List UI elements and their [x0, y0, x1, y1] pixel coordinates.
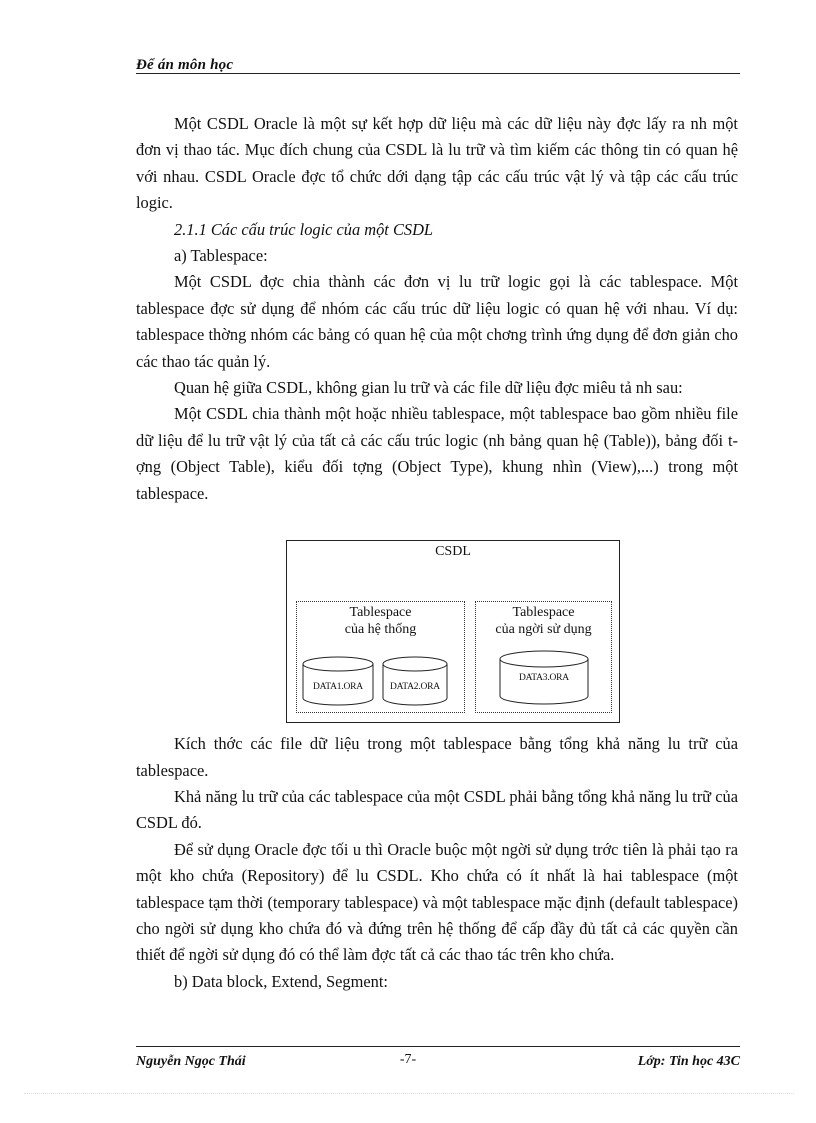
- tablespace-label-line: Tablespace: [349, 605, 412, 620]
- system-tablespace-box: [296, 601, 465, 713]
- paragraph: Để sử dụng Oracle đợc tối u thì Oracle buộc một ngời sử dụng trớc tiên là phải tạo ra một kho chứa (Repository) để lu CSDL. Kho chứa có ít nhất là hai tablespace (một tablespace tạm thời (temporary tablespace) và một tablespace mặc định (default tablespace) cho ngời sử dụng kho chứa đó và đứng trên hệ thống để cấp đầy đủ tất cả các quyền cần thiết để ngời sử dụng đó có thể làm đợc tất cả các thao tác trên kho chứa.: [136, 839, 738, 965]
- paragraph: Một CSDL đợc chia thành các đơn vị lu trữ logic gọi là các tablespace. Một tablespace đợc sử dụng để nhóm các cấu trúc dữ liệu logic có quan hệ với nhau. Ví dụ: tablespace thờng nhóm các bảng có quan hệ của một chơng trình ứng dụng để đơn giản cho các thao tác quản lý.: [136, 272, 738, 371]
- page-number: -7-: [399, 1052, 417, 1067]
- page-edge-divider: [24, 1093, 794, 1094]
- section-heading: 2.1.1 Các cấu trúc logic của một CSDL: [174, 219, 434, 239]
- footer-class: Lớp: Tin học 43C: [637, 1054, 740, 1069]
- diagram-title: CSDL: [435, 544, 471, 559]
- tablespace-label-line: của ngời sử dụng: [495, 622, 592, 637]
- tablespace-label-line: của hệ thống: [344, 622, 417, 637]
- tablespace-label-line: Tablespace: [512, 605, 575, 620]
- datafile-label: DATA2.ORA: [390, 682, 440, 692]
- footer-author: Nguyễn Ngọc Thái: [136, 1054, 246, 1069]
- subsection-label: b) Data block, Extend, Segment:: [174, 971, 388, 991]
- paragraph: Quan hệ giữa CSDL, không gian lu trữ và các file dữ liệu đợc miêu tả nh sau:: [174, 378, 683, 398]
- datafile-label: DATA3.ORA: [519, 673, 569, 683]
- datafile-label: DATA1.ORA: [313, 682, 363, 692]
- system-tablespace-label: [297, 604, 464, 638]
- paragraph: Một CSDL Oracle là một sự kết hợp dữ liệu mà các dữ liệu này đợc lấy ra nh một đơn vị thao tác. Mục đích chung của CSDL là lu trữ và tìm kiếm các thông tin có quan hệ với nhau. CSDL Oracle đợc tổ chức dới dạng tập các cấu trúc vật lý và tập các cấu trúc logic.: [136, 114, 738, 213]
- subsection-label: a) Tablespace:: [174, 246, 268, 266]
- header-divider: [136, 73, 740, 74]
- paragraph: Một CSDL chia thành một hoặc nhiều tablespace, một tablespace bao gồm nhiều file dữ liệu để lu trữ vật lý của tất cả các cấu trúc logic (nh bảng quan hệ (Table)), bảng đối tợng (Object Table), kiểu đối tợng (Object Type), khung nhìn (View),...) trong một tablespace.: [136, 404, 738, 503]
- user-tablespace-box: [475, 601, 612, 713]
- paragraph: Khả năng lu trữ của các tablespace của một CSDL phải bằng tổng khả năng lu trữ của CSDL đó.: [136, 786, 738, 833]
- csdl-diagram: [286, 540, 620, 723]
- header-title: Để án môn học: [136, 57, 234, 73]
- user-tablespace-label: [476, 604, 611, 638]
- footer-divider: [136, 1046, 740, 1047]
- paragraph: Kích thớc các file dữ liệu trong một tablespace bằng tổng khả năng lu trữ của tablespace.: [136, 734, 738, 780]
